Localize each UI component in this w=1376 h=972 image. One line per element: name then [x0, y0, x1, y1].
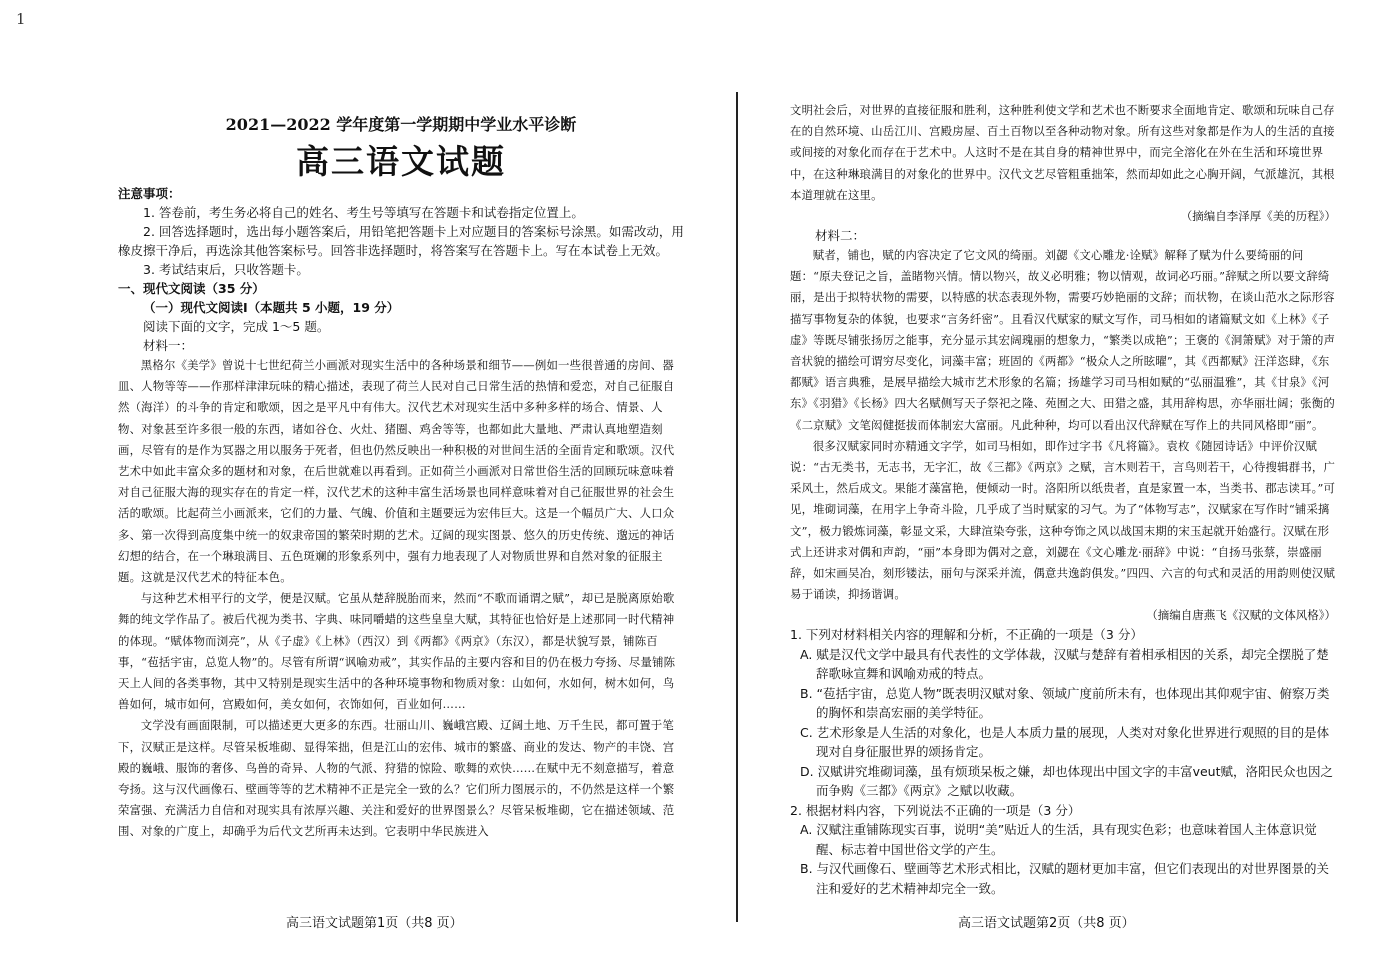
page-corner-number: 1 — [16, 10, 26, 28]
question-1-option-a: A. 赋是汉代文学中最具有代表性的文学体裁，汉赋与楚辞有着相承相因的关系，却完全摆脱了楚辞歌咏宣舞和讽喻劝戒的特点。 — [800, 646, 1329, 682]
question-1-option-c: C. 艺术形象是人生活的对象化，也是人本质力量的展现，人类对对象化世界进行观照的目的是体现对自身征服世界的颂扬肯定。 — [800, 724, 1330, 760]
question-2: 2. 根据材料内容，下列说法不正确的一项是（3 分） — [790, 802, 1081, 818]
question-2-option-b: B. 与汉代画像石、壁画等艺术形式相比，汉赋的题材更加丰富，但它们表现出的对世界图景的关注和爱好的艺术精神却完全一致。 — [800, 861, 1330, 896]
material-1-paragraph-3: 文学没有画面限制，可以描述更大更多的东西。壮丽山川、巍峨宫殿、辽阔土地、万千生民，都可置于笔下，汉赋正是这样。尽管呆板堆砌、显得笨拙，但是江山的宏伟、城市的繁盛、商业的发达、物产的丰饶、宫殿的巍峨、服饰的奢侈、鸟兽的奇异、人物的气派、狩猎的惊险、歌舞的欢快……在赋中无不刻意描写，着意夸扬。这与汉代画像石、壁画等等的艺术精神不正是完全一致的么？它们所力图展示的，不仍然是这样一个繁荣富强、充满活力自信和对现实具有浓厚兴趣、关注和爱好的世界图景么？尽管呆板堆砌，它在描述领域、范围、对象的广度上，却确乎为后代文艺所再未达到。它表明中华民族进入 — [118, 718, 675, 839]
material-1-label: 材料一： — [143, 338, 194, 353]
reading-instruction: 阅读下面的文字，完成 1～5 题。 — [143, 319, 330, 334]
material-1-continued: 文明社会后，对世界的直接征服和胜利，这种胜利使文学和艺术也不断要求全面地肯定、歌颂和玩味自己存在的自然环境、山岳江川、宫殿房屋、百土百物以至各种动物对象。所有这些对象都是作为人的生活的直接或间接的对象化而存在于艺术中。人这时不是在其自身的精神世界中，而完全溶化在外在生活和环境世界中，在这种琳琅满目的对象化的世界中。汉代文艺尽管粗重拙笨，然而却如此之心胸开阔，气派雄沉，其根本道理就在这里。 — [790, 103, 1335, 202]
exam-title: 高三语文试题 — [296, 142, 506, 181]
notice-heading: 注意事项： — [118, 186, 181, 201]
page-divider — [736, 92, 738, 922]
material-2-source: （摘编自唐燕飞《汉赋的文体风格》） — [1146, 608, 1336, 623]
material-2-paragraph-1: 赋者，铺也，赋的内容决定了它文风的绮丽。刘勰《文心雕龙·诠赋》解释了赋为什么要绮丽的问题：“原夫登记之旨，盖睹物兴情。情以物兴，故义必明雅；物以情观，故词必巧丽。”辞赋之所以要文辞绮丽，是出于拟特状物的需要，以特感的状态表现外物，需要巧妙艳丽的文辞；而状物，在谈山范水之际形容描写事物复杂的体貌，也要求“言务纤密”。且看汉代赋家的赋文写作，司马相如的诸篇赋文如《上林》《子虚》等既尽铺张扬厉之能事，充分显示其宏阔瑰丽的想象力，“繁类以成艳”；王褒的《洞箫赋》对于箫的声音状貌的描绘可谓穷尽变化，词藻丰富；班固的《两都》“极众人之所眩曜”，其《西都赋》汪洋恣肆，《东都赋》语言典雅，是展早描绘大城市艺术形象的名篇；扬雄学习司马相如赋的“弘丽温雅”，其《甘泉》《河东》《羽猎》《长杨》四大名赋侧写天子祭祀之隆、苑囿之大、田猎之盛，其用辞构思，亦华丽壮阔；张衡的《二京赋》文笔闳健挺拔而体制宏大富丽。凡此种种，均可以看出汉代辞赋在写作上的共同风格即“丽”。 — [790, 248, 1336, 432]
notice-item-1: 1. 答卷前，考生务必将自己的姓名、考生号等填写在答题卡和试卷指定位置上。 — [143, 205, 584, 220]
question-1-option-b: B. “苞括宇宙，总览人物”既表明汉赋对象、领域广度前所未有，也体现出其仰观宇宙、俯察万类的胸怀和崇高宏丽的美学特征。 — [800, 685, 1330, 721]
section-heading: 一、现代文阅读（35 分） — [118, 281, 265, 296]
left-page-footer: 高三语文试题第1页（共8 页） — [286, 916, 463, 931]
question-1-option-d: D. 汉赋讲究堆砌词藻，虽有烦琐呆板之嫌，却也体现出中国文字的丰富veut赋，洛阳民众也因之而争购《三都》《两京》之赋以收藏。 — [800, 763, 1333, 799]
right-page — [790, 100, 1336, 898]
material-2-paragraph-2: 很多汉赋家同时亦精通文字学，如司马相如，即作过字书《凡将篇》。袁枚《随园诗话》中评价汉赋说：“古无类书，无志书，无字汇，故《三都》《两京》之赋，言木则若干，言鸟则若干，心待搜辑群书，广采风土，然后成文。果能才藻富艳，便倾动一时。洛阳所以纸贵者，直是家置一本，当类书、郡志读耳。”可见，堆砌词藻，在用字上争奇斗险，几乎成了当时赋家的习气。为了“体物写志”，汉赋家在写作时“铺采摛文”，极力锻炼词藻，彰显文采，大肆渲染夸张，这种夸饰之风以战国末期的宋玉起就开始盛行。汉赋在形式上还讲求对偶和声韵，“丽”本身即为偶对之意，刘勰在《文心雕龙·丽辞》中说：“自扬马张蔡，崇盛丽辞，如宋画吴冶，刻形镂法，丽句与深采并流，偶意共逸韵俱发。”四四、六言的句式和灵活的用韵则使汉赋易于诵读，抑扬谐调。 — [790, 438, 1336, 602]
notice-item-2: 2. 回答选择题时，选出每小题答案后，用铅笔把答题卡上对应题目的答案标号涂黑。如需改动，用橡皮擦干净后，再选涂其他答案标号。回答非选择题时，将答案写在答题卡上。写在本试卷上无效。 — [118, 224, 684, 258]
question-1: 1. 下列对材料相关内容的理解和分析，不正确的一项是（3 分） — [790, 627, 1143, 643]
question-2-option-a: A. 汉赋注重铺陈现实百事，说明“美”贴近人的生活，具有现实色彩；也意味着国人主体意识觉醒、标志着中国世俗文学的产生。 — [800, 822, 1317, 857]
notice-item-3: 3. 考试结束后，只收答题卡。 — [143, 262, 309, 277]
right-page-footer: 高三语文试题第2页（共8 页） — [958, 916, 1135, 931]
left-page — [118, 100, 684, 843]
exam-subtitle: 2021—2022 学年度第一学期期中学业水平诊断 — [225, 115, 577, 134]
material-1-source: （摘编自李泽厚《美的历程》） — [1180, 209, 1336, 224]
material-1-paragraph-1: 黑格尔《美学》曾说十七世纪荷兰小画派对现实生活中的各种场景和细节——例如一些很普通的房间、器皿、人物等等——作那样津津玩味的精心描述，表现了荷兰人民对自己日常生活的热情和爱恋，对自己征服自然（海洋）的斗争的肯定和歌颂，因之是平凡中有伟大。汉代艺术对现实生活中多种多样的场合、情景、人物、对象甚至许多很一般的东西，诸如谷仓、火灶、猪圈、鸡舍等等，也都如此大量地、严肃认真地塑造刻画，尽管有的是作为冥器之用以服务于死者，但也仍然反映出一种积极的对世间生活的全面肯定和歌颂。汉代艺术中如此丰富众多的题材和对象，在后世就难以再看到。正如荷兰小画派对日常世俗生活的回顾玩味意味着对自己征服大海的现实存在的肯定一样，汉代艺术的这种丰富生活场景也同样意味着对自己征服世界的社会生活的歌颂。比起荷兰小画派来，它们的力量、气魄、价值和主题要远为宏伟巨大。这是一个幅员广大、人口众多、第一次得到高度集中统一的奴隶帝国的繁荣时期的艺术。辽阔的现实图景、悠久的历史传统、邈远的神话幻想的结合，在一个琳琅满目、五色斑斓的形象系列中，强有力地表现了人对物质世界和自然对象的征服主题。这就是汉代艺术的特征本色。 — [118, 358, 675, 585]
material-1-paragraph-2: 与这种艺术相平行的文学，便是汉赋。它虽从楚辞脱胎而来，然而“不歌而诵谓之赋”，却已是脱离原始歌舞的纯文学作品了。被后代视为类书、字典、味同嚼蜡的这些皇皇大赋，其特征也恰好是上述那同一时代精神的体现。“赋体物而浏亮”，从《子虚》《上林》（西汉）到《两都》《两京》（东汉），都是状貌写景，铺陈百事，“苞括宇宙，总览人物”的。尽管有所谓“讽喻劝戒”，其实作品的主要内容和目的仍在极力夸扬、尽量铺陈天上人间的各类事物，其中又特别是现实生活中的各种环境事物和物质对象：山如何，水如何，树木如何，鸟兽如何，城市如何，宫殿如何，美女如何，衣饰如何，百业如何…… — [118, 591, 676, 712]
material-2-label: 材料二： — [815, 228, 866, 244]
subsection-heading: （一）现代文阅读Ⅰ（本题共 5 小题，19 分） — [143, 300, 400, 315]
